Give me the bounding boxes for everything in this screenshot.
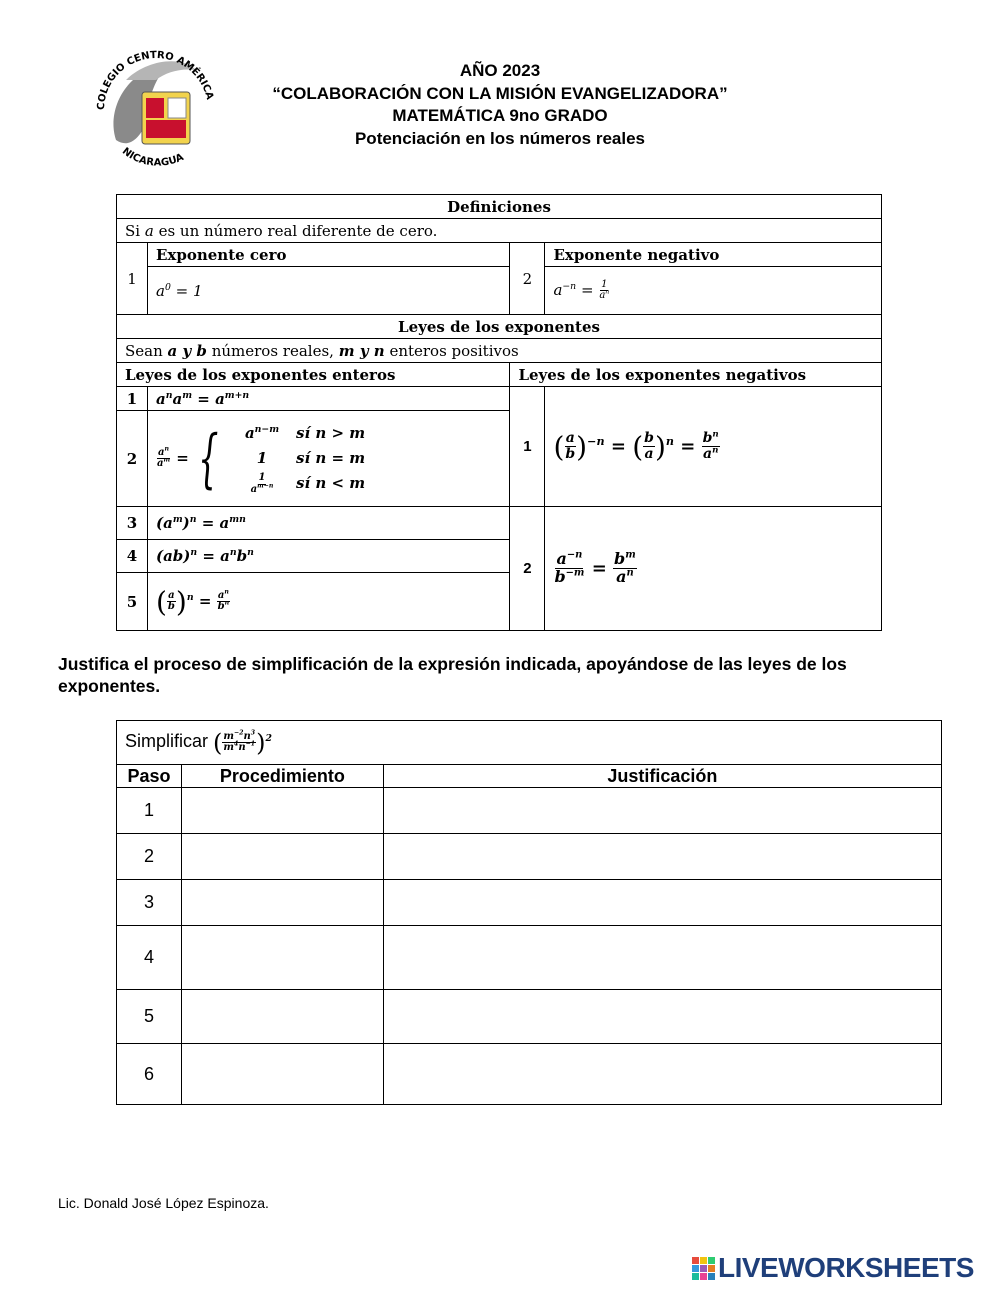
- laws-neg-header: Leyes de los exponentes negativos: [510, 363, 882, 387]
- law-int-1-number: 1: [117, 387, 148, 411]
- law-int-3-number: 3: [117, 507, 148, 540]
- step-number: 2: [117, 834, 182, 880]
- simplify-expression: Simplificar ( $\frac{m^{-2}n^3}{m^4n^{-1}}$ )$^2$: [117, 721, 942, 765]
- law-neg-2-formula: $\frac{a^{-n}}{b^{-m}}$ = $\frac{b^m}{a^n}$: [545, 507, 882, 631]
- justification-cell[interactable]: [383, 834, 941, 880]
- logo-top-text: COLEGIO CENTRO AMÉRICA: [95, 49, 215, 111]
- table-row: [117, 990, 942, 1044]
- liveworksheets-logo-icon: [692, 1257, 715, 1280]
- liveworksheets-wordmark: LIVEWORKSHEETS: [718, 1252, 974, 1283]
- liveworksheets-brand[interactable]: [692, 1252, 974, 1284]
- col-step-header: Paso: [117, 765, 182, 788]
- law-int-5-number: 5: [117, 573, 148, 631]
- law-int-2-formula: $\frac{a^n}{a^m}$ = { $a^{n-m}$ sí n > m 1 sí n = m $\frac{1}{a^{m-n}}$ sí n < m: [147, 411, 509, 507]
- table-row: [117, 834, 942, 880]
- col-justification-header: Justificación: [383, 765, 941, 788]
- justification-cell[interactable]: [383, 926, 941, 990]
- def-neg-number: 2: [510, 243, 545, 315]
- definitions-table: [116, 194, 882, 631]
- laws-int-header: Leyes de los exponentes enteros: [117, 363, 510, 387]
- step-number: 6: [117, 1044, 182, 1105]
- def-zero-title: Exponente cero: [147, 243, 509, 267]
- procedure-cell[interactable]: [181, 880, 383, 926]
- law-int-4-number: 4: [117, 540, 148, 573]
- law-neg-2-number: 2: [510, 507, 545, 631]
- table-row: [117, 880, 942, 926]
- instruction-text: Justifica el proceso de simplificación de la expresión indicada, apoyándose de las leyes de los exponentes.: [58, 654, 847, 696]
- definitions-title: Definiciones: [117, 195, 882, 219]
- law-int-1-formula: $a^na^m = a^{m+n}$: [147, 387, 509, 411]
- header-subject: MATEMÁTICA 9no GRADO: [392, 106, 608, 125]
- header-year: AÑO 2023: [459, 61, 541, 80]
- law-int-4-formula: $(ab)^n = a^nb^n$: [147, 540, 509, 573]
- header-motto: “COLABORACIÓN CON LA MISIÓN EVANGELIZADORA”: [272, 83, 728, 103]
- def-neg-formula: $a^{-n}$ = $\frac{1}{a^n}$: [545, 267, 882, 315]
- step-number: 3: [117, 880, 182, 926]
- table-row: [117, 788, 942, 834]
- logo-bottom-text: NICARAGUA: [119, 145, 186, 169]
- definitions-intro: Si a es un número real diferente de cero.: [117, 219, 882, 243]
- procedure-cell[interactable]: [181, 834, 383, 880]
- col-procedure-header: Procedimiento: [181, 765, 383, 788]
- author-footer: Lic. Donald José López Espinoza.: [58, 1195, 269, 1211]
- law-neg-1-formula: ( $\frac{a}{b}$ )$^{-n}$ = ( $\frac{b}{a}$ )$^n$ = $\frac{b^n}{a^n}$: [545, 387, 882, 507]
- law-int-5-formula: ( $\frac{a}{b}$ )$^n$ = $\frac{a^n}{b^n}$: [147, 573, 509, 631]
- step-number: 1: [117, 788, 182, 834]
- procedure-cell[interactable]: [181, 990, 383, 1044]
- table-row: [117, 926, 942, 990]
- def-zero-number: 1: [117, 243, 148, 315]
- header-topic: Potenciación en los números reales: [354, 128, 646, 148]
- laws-intro: Sean a y b números reales, m y n enteros positivos: [117, 339, 882, 363]
- table-row: [117, 1044, 942, 1105]
- def-zero-formula: $a^0 = 1$: [147, 267, 509, 315]
- def-neg-title: Exponente negativo: [545, 243, 882, 267]
- document-header: [200, 60, 800, 150]
- step-number: 4: [117, 926, 182, 990]
- worksheet-table: [116, 720, 942, 1105]
- procedure-cell[interactable]: [181, 926, 383, 990]
- laws-title: Leyes de los exponentes: [117, 315, 882, 339]
- law-neg-1-number: 1: [510, 387, 545, 507]
- justification-cell[interactable]: [383, 880, 941, 926]
- justification-cell[interactable]: [383, 1044, 941, 1105]
- procedure-cell[interactable]: [181, 1044, 383, 1105]
- justification-cell[interactable]: [383, 788, 941, 834]
- law-int-2-number: 2: [117, 411, 148, 507]
- law-int-3-formula: $(a^m)^n = a^{mn}$: [147, 507, 509, 540]
- procedure-cell[interactable]: [181, 788, 383, 834]
- step-number: 5: [117, 990, 182, 1044]
- svg-text:NICARAGUA: [120, 146, 186, 169]
- justification-cell[interactable]: [383, 990, 941, 1044]
